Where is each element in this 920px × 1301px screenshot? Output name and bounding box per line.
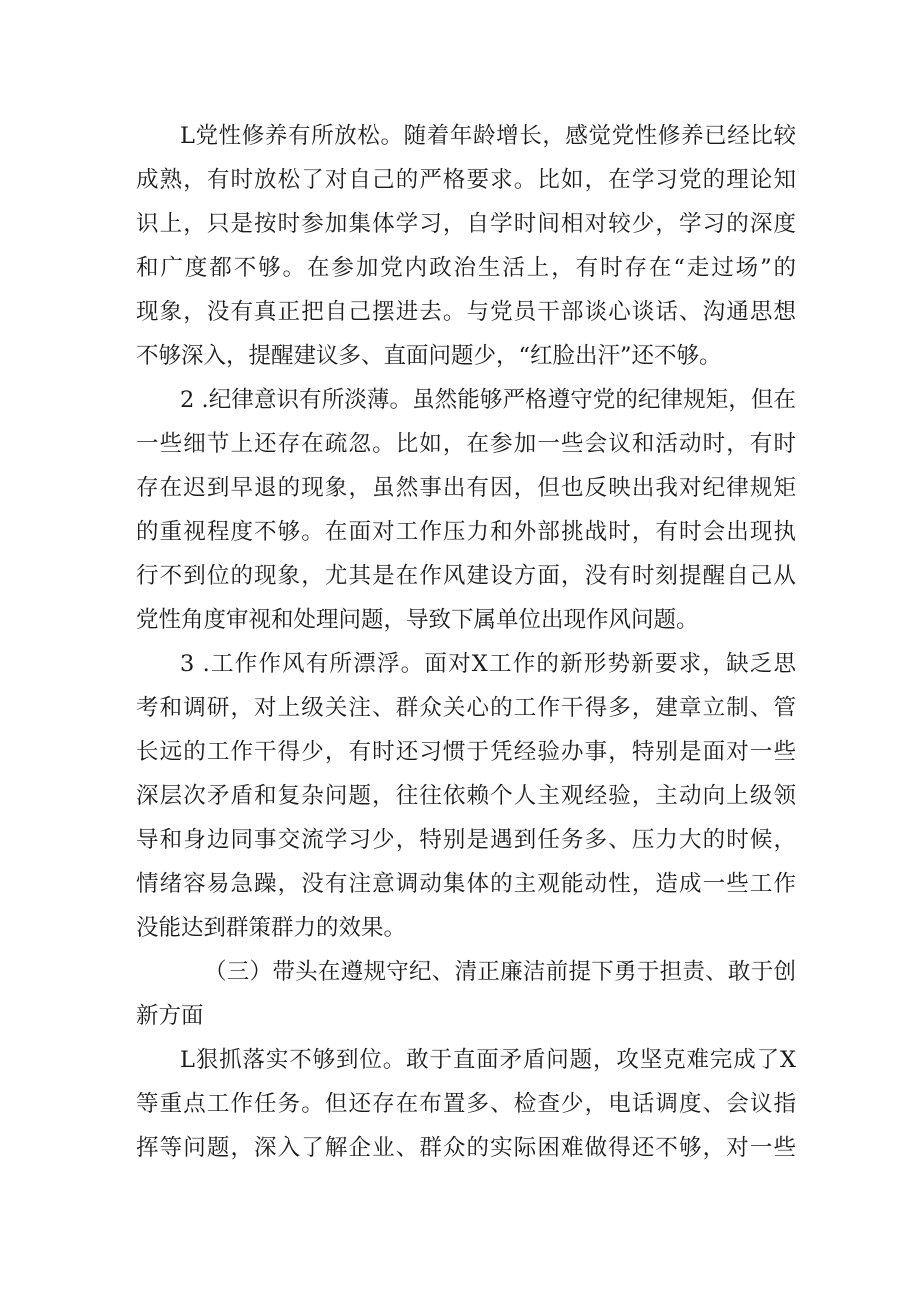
paragraph-1-line-5: 现象，没有真正把自己摆进去。与党员干部谈心谈话、沟通思想 [136, 299, 796, 325]
paragraph-3-line-2: 考和调研，对上级关注、群众关心的工作干得多，建章立制、管 [136, 695, 796, 721]
paragraph-3-line-7: 没能达到群策群力的效果。 [136, 915, 407, 941]
paragraph-3-line-4: 深层次矛盾和复杂问题，往往依赖个人主观经验，主动向上级领 [136, 783, 796, 809]
paragraph-5-line-3: 挥等问题，深入了解企业、群众的实际困难做得还不够，对一些 [136, 1135, 796, 1161]
paragraph-3-line-6: 情绪容易急躁，没有注意调动集体的主观能动性，造成一些工作 [136, 871, 796, 897]
paragraph-1-line-4: 和广度都不够。在参加党内政治生活上，有时存在“走过场”的 [136, 255, 796, 281]
paragraph-1-line-3: 识上，只是按时参加集体学习，自学时间相对较少，学习的深度 [136, 211, 796, 237]
section-heading-line-2: 新方面 [136, 1003, 204, 1029]
paragraph-2-line-4: 的重视程度不够。在面对工作压力和外部挑战时，有时会出现执 [136, 519, 796, 545]
paragraph-1-line-2: 成熟，有时放松了对自己的严格要求。比如，在学习党的理论知 [136, 167, 796, 193]
paragraph-2-line-1: 2 .纪律意识有所淡薄。虽然能够严格遵守党的纪律规矩，但在 [180, 387, 796, 413]
paragraph-5-line-1: L狠抓落实不够到位。敢于直面矛盾问题，攻坚克难完成了X [180, 1047, 796, 1073]
paragraph-2-line-6: 党性角度审视和处理问题，导致下属单位出现作风问题。 [136, 607, 699, 633]
section-heading-line-1: （三）带头在遵规守纪、清正廉洁前提下勇于担责、敢于创 [204, 959, 796, 985]
paragraph-3-line-1: 3 .工作作风有所漂浮。面对X工作的新形势新要求，缺乏思 [180, 651, 796, 677]
paragraph-3-line-3: 长远的工作干得少，有时还习惯于凭经验办事，特别是面对一些 [136, 739, 796, 765]
paragraph-1-line-1: L党性修养有所放松。随着年龄增长，感觉党性修养已经比较 [180, 123, 796, 149]
paragraph-3-line-5: 导和身边同事交流学习少，特别是遇到任务多、压力大的时候， [136, 827, 796, 853]
paragraph-2-line-5: 行不到位的现象，尤其是在作风建设方面，没有时刻提醒自己从 [136, 563, 796, 589]
paragraph-2-line-2: 一些细节上还存在疏忽。比如，在参加一些会议和活动时，有时 [136, 431, 796, 457]
paragraph-5-line-2: 等重点工作任务。但还存在布置多、检查少，电话调度、会议指 [136, 1091, 796, 1117]
paragraph-1-line-6: 不够深入，提醒建议多、直面问题少，“红脸出汗”还不够。 [136, 343, 722, 369]
paragraph-2-line-3: 存在迟到早退的现象，虽然事出有因，但也反映出我对纪律规矩 [136, 475, 796, 501]
